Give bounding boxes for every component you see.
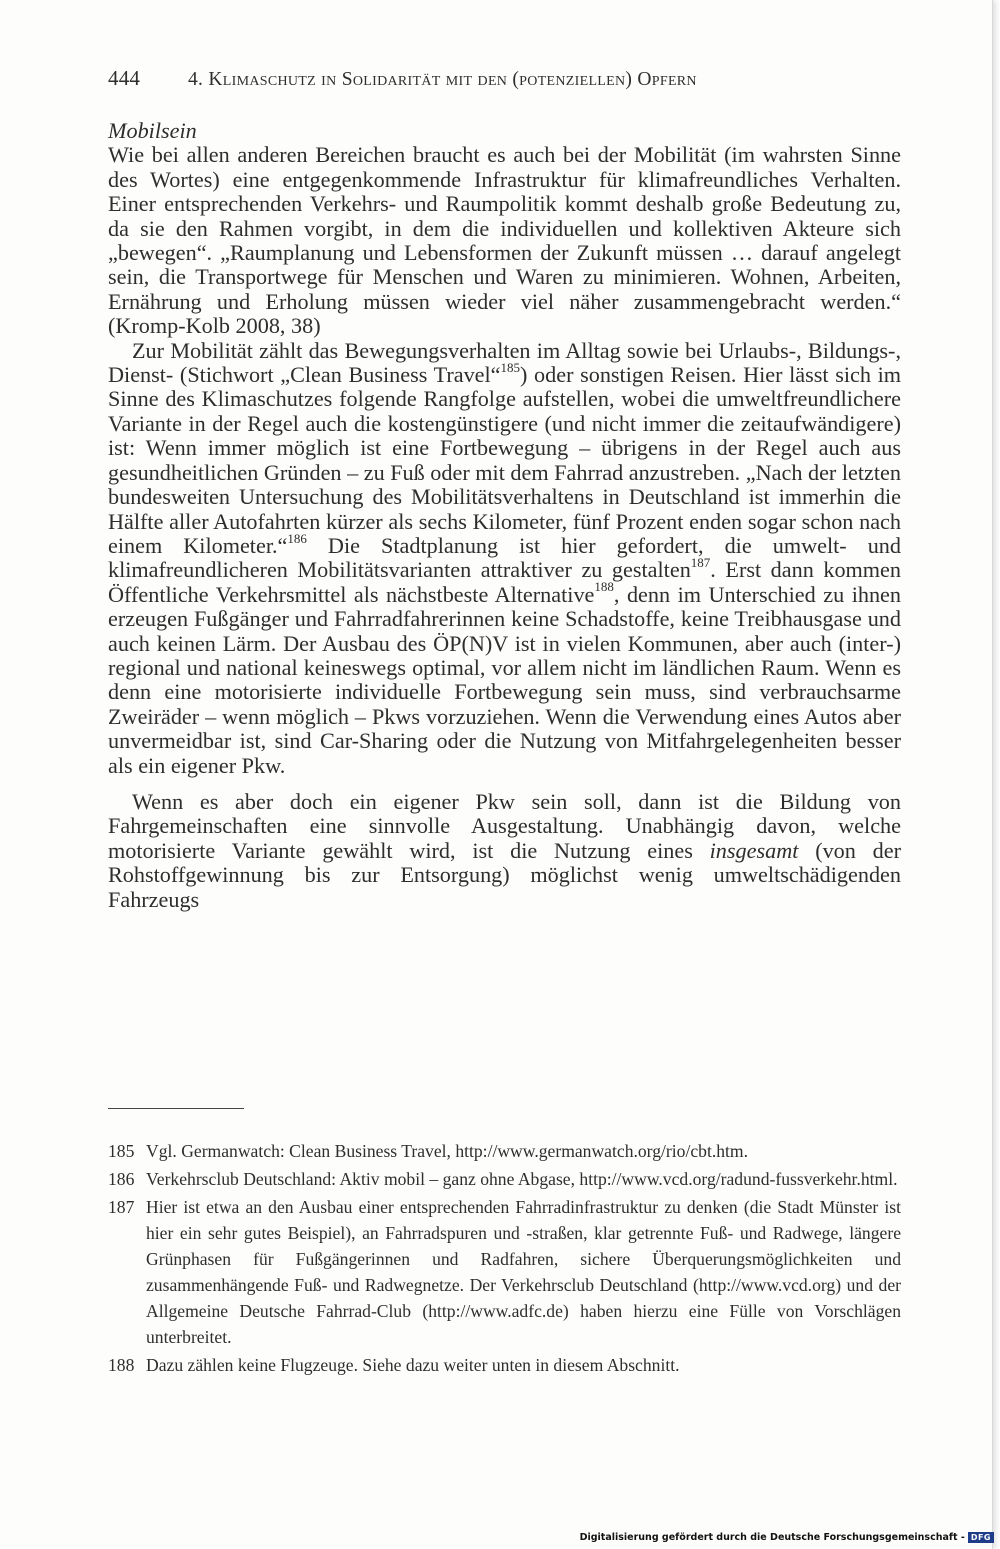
section-subheading: Mobilsein <box>108 118 197 143</box>
footnote-text: Verkehrsclub Deutschland: Aktiv mobil – ganz ohne Abgase, http://www.vcd.org/radund-fussverkehr.html. <box>146 1169 898 1189</box>
footnote-text: Hier ist etwa an den Ausbau einer entsprechenden Fahrradinfrastruktur zu denken (die Stadt Münster ist hier ein sehr gutes Beispiel), an Fahrradspuren und -straßen, klar getrennte Fuß- und Radwege, längere Grünphasen für Fußgängerinnen und Radfahren, sichere Überquerungsmöglichkeiten und zusammenhängende Fuß- und Radwegnetze. Der Verkehrsclub Deutschland (http://www.vcd.org) und der Allgemeine Deutsche Fahrrad-Club (http://www.adfc.de) haben hierzu eine Fülle von Vorschlägen unterbreitet. <box>146 1197 901 1347</box>
footnote-number: 185 <box>108 1141 135 1161</box>
emphasis-insgesamt: insgesamt <box>709 837 799 863</box>
paragraph-2-text-e: , denn im Unterschied zu ihnen erzeugen Fußgänger und Fahrradfahrerinnen keine Schadstoffe, keine Treibhausgase und auch keinen Lärm. Der Ausbau des ÖP(N)V ist in vielen Kommunen, aber auch (inter-) regional und national keineswegs optimal, vor allem nicht im ländlichen Raum. Wenn es denn eine motorisierte individuelle Fortbewegung sein muss, sind verbrauchsarme Zweiräder – wenn möglich – Pkws vorzuziehen. Wenn die Verwendung eines Autos aber unvermeidbar ist, sind Car-Sharing oder die Nutzung von Mitfahrgelegenheiten besser als ein eigener Pkw. <box>108 581 901 778</box>
footnote-ref-186[interactable]: 186 <box>287 530 307 546</box>
paragraph-2-text-d: . Erst dann kommen Öffentliche Verkehrsmittel als nächstbeste Alternative <box>108 557 901 607</box>
footnote-number: 186 <box>108 1169 135 1189</box>
footnote-text: Dazu zählen keine Flugzeuge. Siehe dazu weiter unten in diesem Abschnitt. <box>146 1355 680 1375</box>
footnote-ref-185[interactable]: 185 <box>500 359 521 375</box>
paragraph-3-text-b: (von der Rohstoffgewinnung bis zur Entsorgung) möglichst wenig umweltschädigenden Fahrzeugs <box>108 837 901 912</box>
footnote-text: Vgl. Germanwatch: Clean Business Travel, http://www.germanwatch.org/rio/cbt.htm. <box>146 1141 749 1161</box>
footnote-number: 187 <box>108 1197 135 1217</box>
footnotes <box>108 1138 901 1380</box>
footnote-ref-188[interactable]: 188 <box>594 579 614 595</box>
paragraph-2-text-b: ) oder sonstigen Reisen. Hier lässt sich im Sinne des Klimaschutzes folgende Rangfolge aufstellen, wobei die umweltfreundlichere Variante in der Regel auch die kostengünstigere (und nicht immer die zeitaufwändigere) ist: Wenn immer möglich ist eine Fortbewegung – übrigens in der Regel auch aus gesundheitlichen Gründen – zu Fuß oder mit dem Fahrrad anzustreben. „Nach der letzten bundesweiten Untersuchung des Mobilitätsverhaltens in Deutschland ist immerhin die Hälfte aller Autofahrten kürzer als sechs Kilometer, fünf Prozent enden sogar schon nach einem Kilometer.“ <box>108 362 901 558</box>
paragraph-2 <box>108 339 901 778</box>
main-text <box>108 119 901 912</box>
dfg-logo-icon: DFG <box>968 1532 994 1543</box>
paragraph-1: Wie bei allen anderen Bereichen braucht es auch bei der Mobilität (im wahrsten Sinne des Wortes) eine entgegenkommende Infrastruktur für klimafreundliches Verhalten. Einer entsprechenden Verkehrs- und Raumpolitik kommt deshalb große Bedeutung zu, da sie den Rahmen vorgibt, in dem die individuellen und kollektiven Akteure sich „bewegen“. „Raumplanung und Lebensformen der Zukunft müssen … darauf angelegt sein, die Transportwege für Menschen und Waren zu minimieren. Wohnen, Arbeiten, Ernährung und Erholung müssen wieder viel näher zusammengebracht werden.“ (Kromp-Kolb 2008, 38) <box>108 142 901 339</box>
footnote-185 <box>108 1138 901 1164</box>
paragraph-3 <box>108 790 901 912</box>
running-header <box>108 66 908 91</box>
footnote-187 <box>108 1194 901 1350</box>
credit-text: Digitalisierung gefördert durch die Deutsche Forschungsgemeinschaft - <box>579 1532 965 1543</box>
digitization-credit <box>580 1532 994 1543</box>
footnote-188 <box>108 1352 901 1378</box>
footnote-separator <box>108 1108 244 1109</box>
page-number: 444 <box>108 66 141 90</box>
paragraph-3-text-a: Wenn es aber doch ein eigener Pkw sein soll, dann ist die Bildung von Fahrgemeinschaften eine sinnvolle Ausgestaltung. Unabhängig davon, welche motorisierte Variante gewählt wird, ist die Nutzung eines <box>108 788 901 863</box>
footnote-ref-187[interactable]: 187 <box>690 554 711 570</box>
running-title: 4. Klimaschutz in Solidarität mit den (potenziellen) Opfern <box>188 69 697 90</box>
paragraph-2-text-c: Die Stadtplanung ist hier gefordert, die umwelt- und klimafreundlicheren Mobilitätsvarianten attraktiver zu gestalten <box>108 532 901 583</box>
paragraph-2-text-a: Zur Mobilität zählt das Bewegungsverhalten im Alltag sowie bei Urlaubs-, Bildungs-, Dienst- (Stichwort „Clean Business Travel“ <box>108 337 901 388</box>
footnote-number: 188 <box>108 1355 135 1375</box>
footnote-186 <box>108 1166 901 1192</box>
